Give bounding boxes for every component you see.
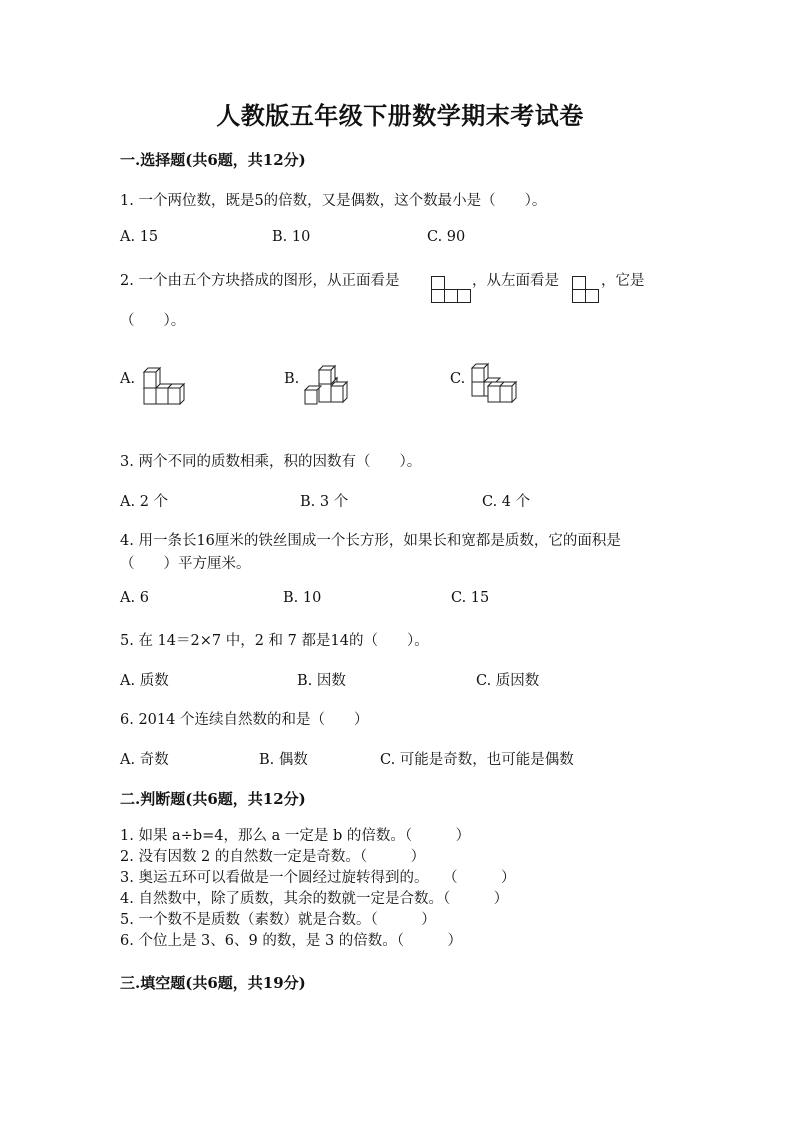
question-2-part3: ，它是 <box>601 273 645 289</box>
question-1: 1. 一个两位数，既是5的倍数，又是偶数，这个数最小是（ ）。 <box>120 193 547 209</box>
judge-item-4: 4. 自然数中，除了质数，其余的数就一定是合数。（ ） <box>120 891 509 907</box>
section-heading-choice: 一.选择题(共6题，共12分) <box>120 151 306 169</box>
q2-option-b-figure <box>303 366 353 406</box>
q6-option-b: B. 偶数 <box>259 752 308 768</box>
q6-option-a: A. 奇数 <box>120 752 169 768</box>
q1-option-a: A. 15 <box>120 229 159 245</box>
question-3: 3. 两个不同的质数相乘，积的因数有（ ）。 <box>120 454 422 470</box>
question-2-line2: （ ）。 <box>120 313 186 329</box>
question-2-part1: 2. 一个由五个方块搭成的图形，从正面看是 <box>120 273 400 289</box>
front-view-figure <box>431 276 471 304</box>
q1-option-b: B. 10 <box>272 229 311 245</box>
q2-option-c-figure <box>470 362 518 406</box>
q5-option-c: C. 质因数 <box>476 673 540 689</box>
q5-option-b: B. 因数 <box>297 673 346 689</box>
judge-item-2: 2. 没有因数 2 的自然数一定是奇数。（ ） <box>120 849 426 865</box>
section-heading-judge: 二.判断题(共6题，共12分) <box>120 790 306 808</box>
section-heading-fill: 三.填空题(共6题，共19分) <box>120 974 306 992</box>
q2-option-c: C. <box>450 371 466 387</box>
q6-option-c: C. 可能是奇数，也可能是偶数 <box>380 752 574 768</box>
question-4-line1: 4. 用一条长16厘米的铁丝围成一个长方形，如果长和宽都是质数，它的面积是 <box>120 533 621 549</box>
judge-item-6: 6. 个位上是 3、6、9 的数，是 3 的倍数。（ ） <box>120 933 463 949</box>
q3-option-b: B. 3 个 <box>300 494 349 510</box>
q5-option-a: A. 质数 <box>120 673 169 689</box>
q2-option-a: A. <box>120 371 136 387</box>
question-5: 5. 在 14＝2×7 中，2 和 7 都是14的（ ）。 <box>120 633 429 649</box>
q2-option-b: B. <box>284 371 300 387</box>
judge-item-3: 3. 奥运五环可以看做是一个圆经过旋转得到的。 （ ） <box>120 870 516 886</box>
question-6: 6. 2014 个连续自然数的和是（ ） <box>120 712 369 728</box>
left-view-figure <box>572 276 600 304</box>
page-title: 人教版五年级下册数学期末考试卷 <box>216 101 584 130</box>
q4-option-b: B. 10 <box>283 590 322 606</box>
judge-item-5: 5. 一个数不是质数（素数）就是合数。（ ） <box>120 912 436 928</box>
q3-option-a: A. 2 个 <box>120 494 169 510</box>
judge-item-1: 1. 如果 a÷b=4，那么 a 一定是 b 的倍数。（ ） <box>120 828 471 844</box>
q3-option-c: C. 4 个 <box>482 494 531 510</box>
question-2-part2: ，从左面看是 <box>472 273 559 289</box>
q2-option-a-figure <box>140 366 184 406</box>
question-4-line2: （ ）平方厘米。 <box>120 556 251 572</box>
q4-option-c: C. 15 <box>451 590 490 606</box>
q4-option-a: A. 6 <box>120 590 149 606</box>
q1-option-c: C. 90 <box>427 229 466 245</box>
